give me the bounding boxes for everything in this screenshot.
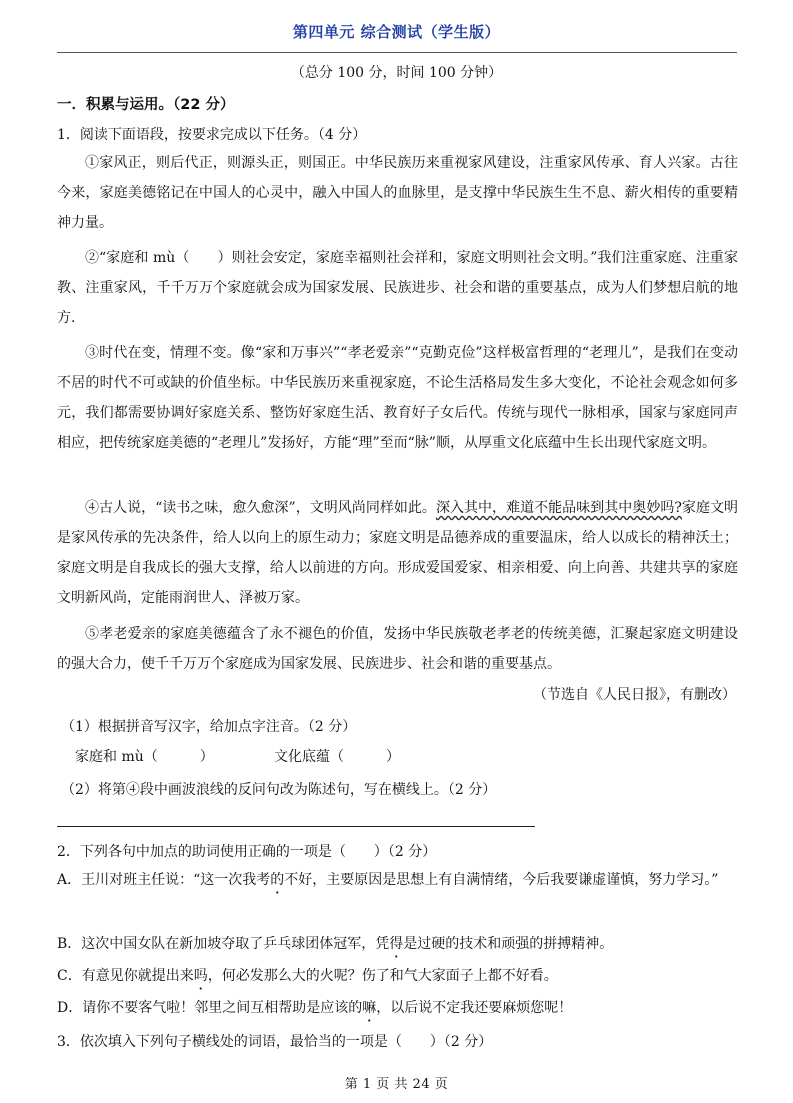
document-title: 第四单元 综合测试（学生版） [292, 23, 501, 41]
question-1-prompt: 1．阅读下面语段，按要求完成以下任务。（4 分） [57, 127, 367, 143]
exam-info: （总分 100 分，时间 100 分钟） [290, 65, 503, 81]
subquestion-1: （1）根据拼音写汉字，给加点字注音。（2 分） [61, 719, 357, 735]
section-heading: 一．积累与运用。（22 分） [57, 97, 235, 113]
option-d: D．请你不要客气啦！邻里之间互相帮助是应该的嘛，以后说不定我还要麻烦您呢！ [57, 1000, 573, 1016]
passage-paragraph-5: ⑤孝老爱亲的家庭美德蕴含了永不褪色的价值，发扬中华民族敬老孝老的传统美德，汇聚起家庭文明建设的强大合力，使千千万万个家庭成为国家发展、民族进步、社会和谐的重要基点。 [57, 626, 738, 672]
question-3-prompt: 3．依次填入下列句子横线处的词语，最恰当的一项是（ ）（2 分） [57, 1034, 493, 1050]
passage-paragraph-4 [57, 493, 738, 613]
passage-paragraph-1: ①家风正，则后代正，则源头正，则国正。中华民族历来重视家风建设，注重家风传承、育人兴家。古往今来，家庭美德铭记在中国人的心灵中，融入中国人的血脉里，是支撑中华民族生生不息、薪火相传的重要精神力量。 [57, 155, 738, 231]
option-a: A．王川对班主任说：“这一次我考的不好，主要原因是思想上有自满情绪，今后我要谦虚谨慎，努力学习。” [57, 872, 719, 888]
question-2-prompt: 2．下列各句中加点的助词使用正确的一项是（ ）（2 分） [57, 844, 437, 860]
fill-blank-jiatinghemu: 家庭和 mù（ ） [75, 749, 214, 765]
passage-source: （节选自《人民日报》，有删改） [533, 687, 736, 703]
passage-paragraph-3: ③时代在变，情理不变。像“家和万事兴”“孝老爱亲”“克勤克俭”这样极富哲理的“老理儿”，是我们在变动不居的时代不可或缺的价值坐标。中华民族历来重视家庭，不论生活格局发生多大变化，不论社会观念如何多元，我们都需要协调好家庭关系、整饬好家庭生活、教育好子女后代。传统与现代一脉相承，国家与家庭同声相应，把传统家庭美德的“老理儿”发扬好，方能“理”至而“脉”顺，从厚重文化底蕴中生长出现代家庭文明。 [57, 345, 738, 451]
dotted-particle-d: 嘛 [362, 1000, 377, 1016]
passage-paragraph-2: ②“家庭和 mù（ ）则社会安定，家庭幸福则社会祥和，家庭文明则社会文明。”我们注重家庭、注重家教、注重家风，千千万万个家庭就会成为国家发展、民族进步、社会和谐的重要基点，成为人们梦想启航的地方. [57, 250, 738, 326]
option-c: C．有意见你就提出来吗，何必发那么大的火呢？伤了和气大家面子上都不好看。 [57, 968, 558, 984]
wavy-underlined-question: 深入其中，难道不能品味到其中奥妙吗? [435, 500, 682, 516]
header-rule [57, 52, 737, 53]
dotted-particle-c: 吗 [193, 968, 208, 984]
subquestion-2: （2）将第④段中画波浪线的反问句改为陈述句，写在横线上。（2 分） [61, 782, 497, 798]
paragraph-4-lead: ④古人说，“读书之味，愈久愈深”，文明风尚同样如此。 [85, 500, 436, 516]
option-b: B．这次中国女队在新加坡夺取了乒乓球团体冠军，凭得是过硬的技术和顽强的拼搏精神。 [57, 936, 614, 952]
page-number: 第 1 页 共 24 页 [344, 1077, 449, 1092]
fill-blank-wenhuadiyun: 文化底蕴（ ） [274, 749, 400, 765]
dotted-particle-a: 的 [270, 872, 285, 888]
answer-line [57, 826, 535, 827]
paragraph-4-rest: 家庭文明是家风传承的先决条件，给人以向上的原生动力；家庭文明是品德养成的重要温床，给人以成长的精神沃土；家庭文明是自我成长的强大支撑，给人以前进的方向。形成爱国爱家、相亲相爱、向上向善、共建共享的家庭文明新风尚，定能雨润世人、泽被万家。 [57, 500, 738, 606]
dotted-particle-b: 得 [389, 936, 404, 952]
